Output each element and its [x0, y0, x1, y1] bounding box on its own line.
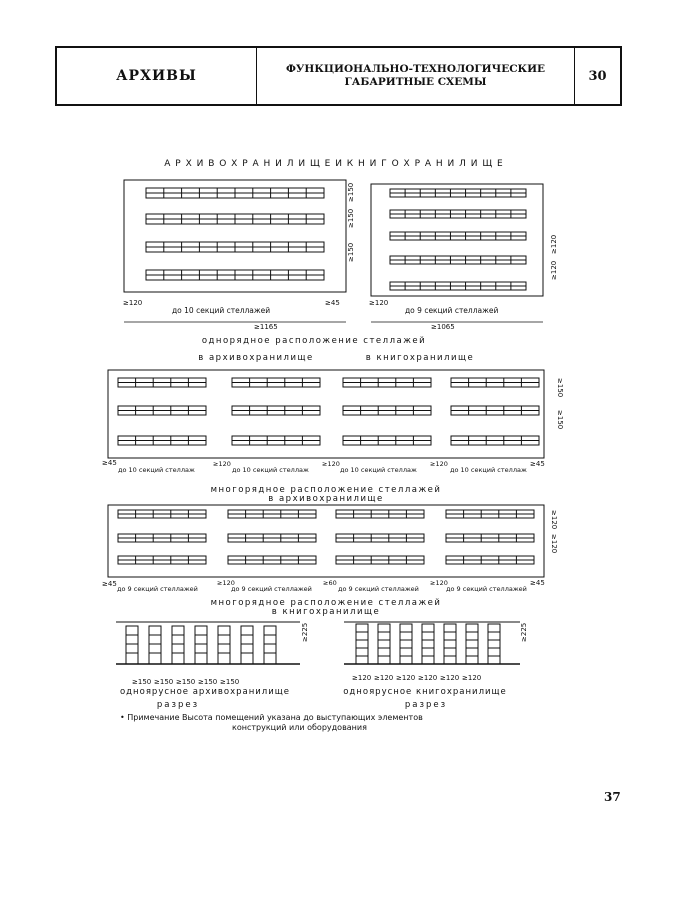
s1-right-total: ≥1065 [431, 323, 455, 331]
s2-sub: в архивохранилище [268, 494, 384, 504]
s4-right-dims [352, 674, 481, 682]
s4-left-height: ≥225 [301, 622, 309, 642]
archive-rack [172, 626, 184, 664]
s1-left-total: ≥1165 [254, 323, 278, 331]
book-rack [444, 624, 456, 664]
book-single-row-plan [371, 184, 543, 296]
s4-left-sub: разрез [156, 700, 200, 710]
book-rack [400, 624, 412, 664]
main-heading: А Р Х И В О Х Р А Н И Л И Щ Е И К Н И Г О Х Р А Н И Л И Щ Е [164, 159, 504, 169]
s1-left-dim-b: ≥45 [325, 299, 340, 307]
s4-left-dim: ≥150 [220, 678, 240, 686]
s3-seg2: до 9 секций стеллажей [231, 585, 312, 593]
s4-right-dim: ≥120 [396, 674, 416, 682]
s1-right-side1: ≥120 [550, 234, 558, 254]
s1-caption: однорядное расположение стеллажей [201, 336, 427, 346]
s1-left-label: до 10 секций стеллажей [172, 306, 271, 315]
s2-seg4: до 10 секций стеллаж [450, 466, 527, 474]
s3-dim-start: ≥45 [102, 580, 117, 588]
s1-right-label: до 9 секций стеллажей [405, 306, 499, 315]
s1-left-side1: ≥150 [347, 182, 355, 202]
s2-seg3: до 10 секций стеллаж [340, 466, 417, 474]
s1-left-side2: ≥150 [347, 208, 355, 228]
s4-left-dim: ≥150 [132, 678, 152, 686]
s2-dim-mid2: ≥120 [322, 460, 340, 468]
s3-dim-mid3: ≥120 [430, 579, 448, 587]
archive-rack [149, 626, 161, 664]
s4-right-caption: одноярусное книгохранилище [343, 687, 507, 697]
s3-caption: многорядное расположение стеллажей [210, 598, 442, 608]
s3-dim-mid1: ≥120 [217, 579, 235, 587]
s3-side1: ≥120 [550, 510, 558, 530]
s4-right-height: ≥225 [520, 622, 528, 642]
s3-dim-mid2: ≥60 [323, 579, 337, 587]
note-line1: • Примечание Высота помещений указана до выступающих элементов [120, 713, 423, 722]
header-title-line2: ГАБАРИТНЫЕ СХЕМЫ [344, 76, 487, 88]
s1-sub-left: в архивохранилище [198, 353, 314, 363]
note-line2: конструкций или оборудования [232, 723, 367, 732]
s4-right-dim: ≥120 [374, 674, 394, 682]
s4-right-sub: разрез [404, 700, 448, 710]
archive-rack [264, 626, 276, 664]
s1-left-dim-a: ≥120 [123, 299, 143, 307]
s3-seg4: до 9 секций стеллажей [446, 585, 527, 593]
s4-left-caption: одноярусное архивохранилище [119, 687, 291, 697]
s2-side1: ≥150 [556, 410, 564, 430]
s1-right-side2: ≥120 [550, 260, 558, 280]
s4-right-dim: ≥120 [352, 674, 372, 682]
s3-dim-end: ≥45 [530, 579, 545, 587]
s4-left-dim: ≥150 [176, 678, 196, 686]
page-number: 37 [604, 790, 621, 804]
header-section: АРХИВЫ [57, 48, 257, 104]
book-rack [356, 624, 368, 664]
s3-seg1: до 9 секций стеллажей [117, 585, 198, 593]
s2-dim-mid1: ≥120 [213, 460, 231, 468]
s3-sub: в книгохранилище [271, 607, 381, 617]
book-rack [466, 624, 478, 664]
book-rack [378, 624, 390, 664]
s4-right-dim: ≥120 [462, 674, 482, 682]
header-number: 30 [588, 68, 607, 84]
archive-cross-section [116, 622, 300, 664]
archive-single-row-plan [124, 180, 346, 292]
archive-rack [195, 626, 207, 664]
archive-rack [241, 626, 253, 664]
s2-dim-start: ≥45 [102, 459, 117, 467]
s2-side2: ≥150 [556, 378, 564, 398]
s4-right-dim: ≥120 [418, 674, 438, 682]
s4-left-dims [132, 678, 239, 686]
s3-seg3: до 9 секций стеллажей [338, 585, 419, 593]
book-rack [422, 624, 434, 664]
s2-seg1: до 10 секций стеллаж [118, 466, 195, 474]
book-cross-section [344, 622, 520, 664]
book-rack [488, 624, 500, 664]
s4-right-dim: ≥120 [440, 674, 460, 682]
s4-left-dim: ≥150 [154, 678, 174, 686]
s4-left-dim: ≥150 [198, 678, 218, 686]
s1-left-side3: ≥150 [347, 242, 355, 262]
s1-right-dim-a: ≥120 [369, 299, 389, 307]
s2-dim-end: ≥45 [530, 460, 545, 468]
s3-side2: ≥120 [550, 534, 558, 554]
book-multi-row-plan [108, 505, 544, 577]
s1-sub-right: в книгохранилище [365, 353, 475, 363]
header-title-line1: ФУНКЦИОНАЛЬНО-ТЕХНОЛОГИЧЕСКИЕ [285, 63, 546, 75]
s2-caption: многорядное расположение стеллажей [210, 485, 442, 495]
archive-rack [218, 626, 230, 664]
s2-dim-mid3: ≥120 [430, 460, 448, 468]
archive-multi-row-plan [108, 370, 544, 458]
archive-rack [126, 626, 138, 664]
s2-seg2: до 10 секций стеллаж [232, 466, 309, 474]
